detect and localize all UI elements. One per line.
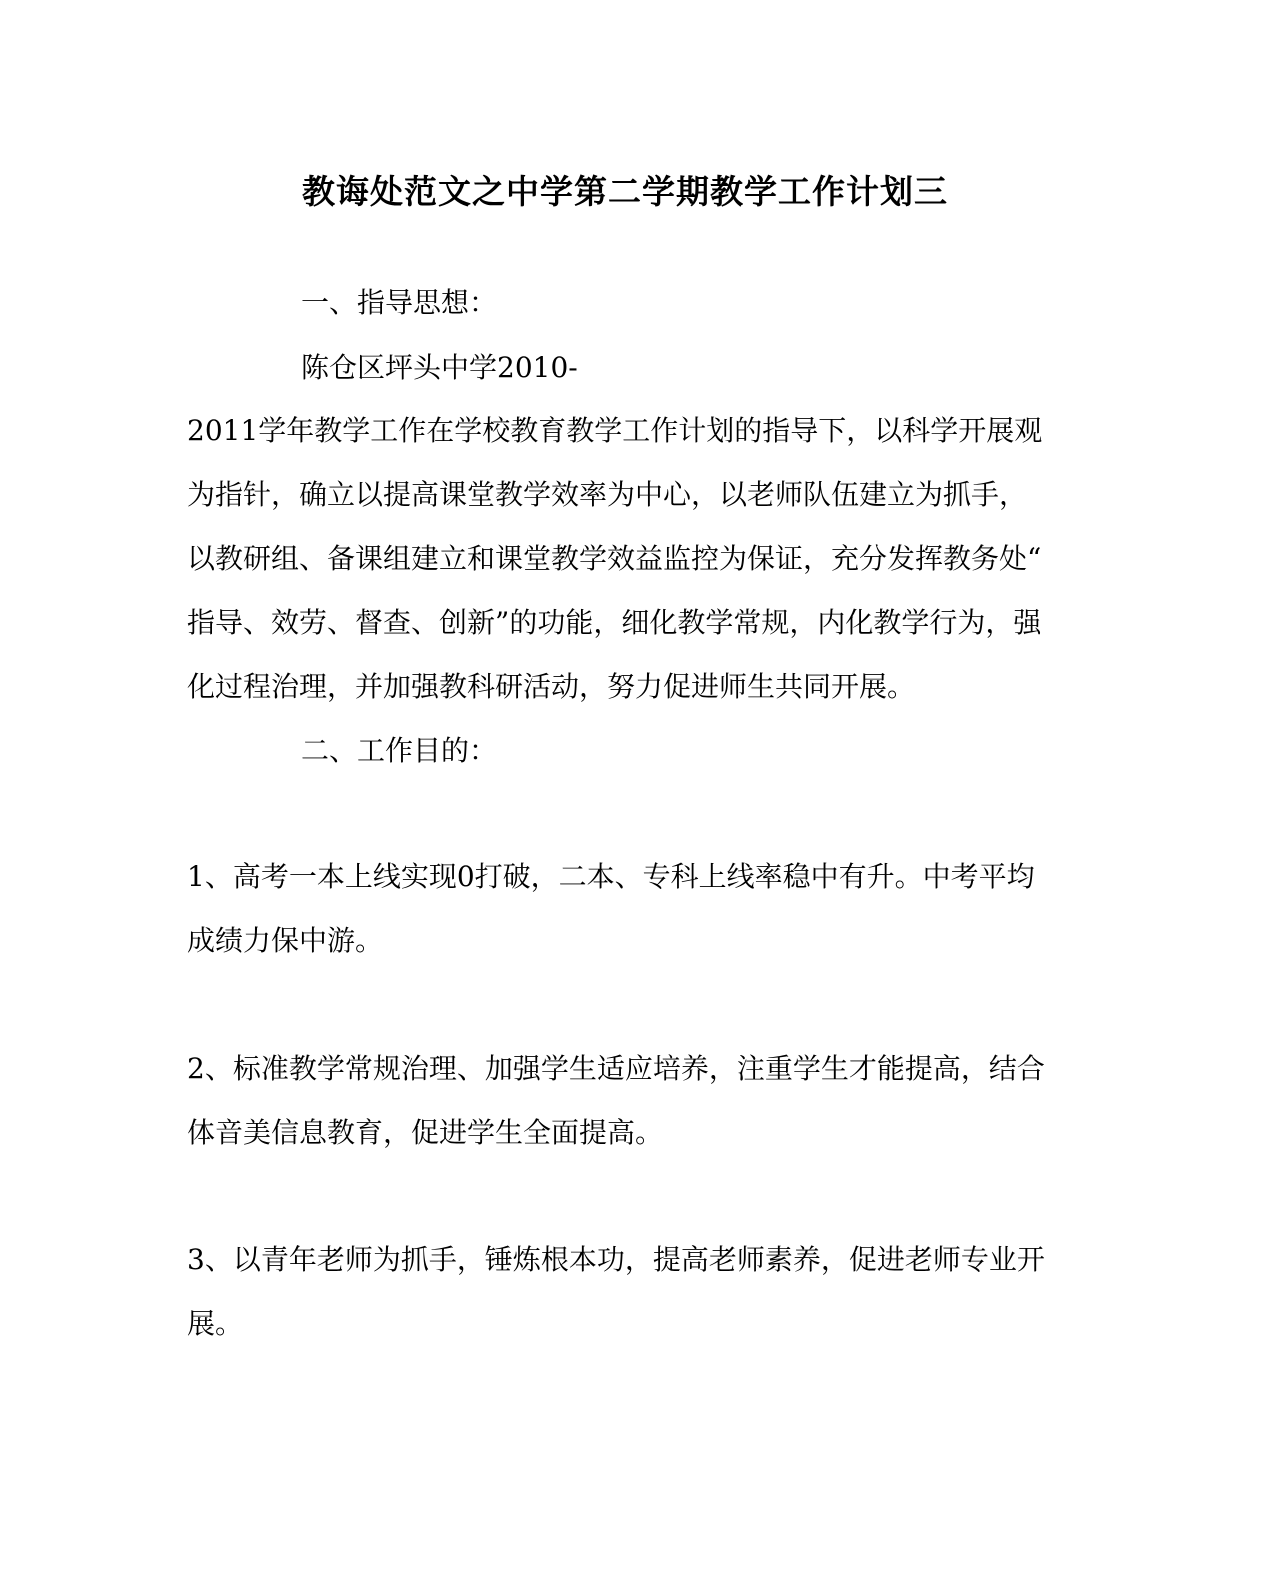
section-1-line-3: 为指针，确立以提高课堂教学效率为中心，以老师队伍建立为抓手， [187,478,1028,511]
section-1-line-6: 化过程治理，并加强教科研活动，努力促进师生共同开展。 [187,670,916,703]
section-1-line-5: 指导、效劳、督查、创新”的功能，细化教学常规，内化教学行为，强 [187,606,1042,639]
goal-1-line-2: 成绩力保中游。 [187,924,384,957]
section-2-heading: 二、工作目的： [301,734,498,767]
goal-1-line-1: 1、高考一本上线实现0打破，二本、专科上线率稳中有升。中考平均 [187,860,1035,893]
goal-3-line-2: 展。 [187,1307,244,1340]
goal-2-line-2: 体音美信息教育，促进学生全面提高。 [187,1116,664,1149]
section-1-line-4: 以教研组、备课组建立和课堂教学效益监控为保证，充分发挥教务处“ [187,542,1042,575]
goal-3-line-1: 3、以青年老师为抓手，锤炼根本功，提高老师素养，促进老师专业开 [187,1243,1045,1276]
section-1-line-1: 陈仓区坪头中学2010- [301,351,578,384]
document-title: 教诲处范文之中学第二学期教学工作计划三 [302,172,948,211]
section-1-heading: 一、指导思想： [301,286,498,319]
section-1-line-2: 2011学年教学工作在学校教育教学工作计划的指导下，以科学开展观 [187,414,1043,447]
goal-2-line-1: 2、标准教学常规治理、加强学生适应培养，注重学生才能提高，结合 [187,1052,1045,1085]
